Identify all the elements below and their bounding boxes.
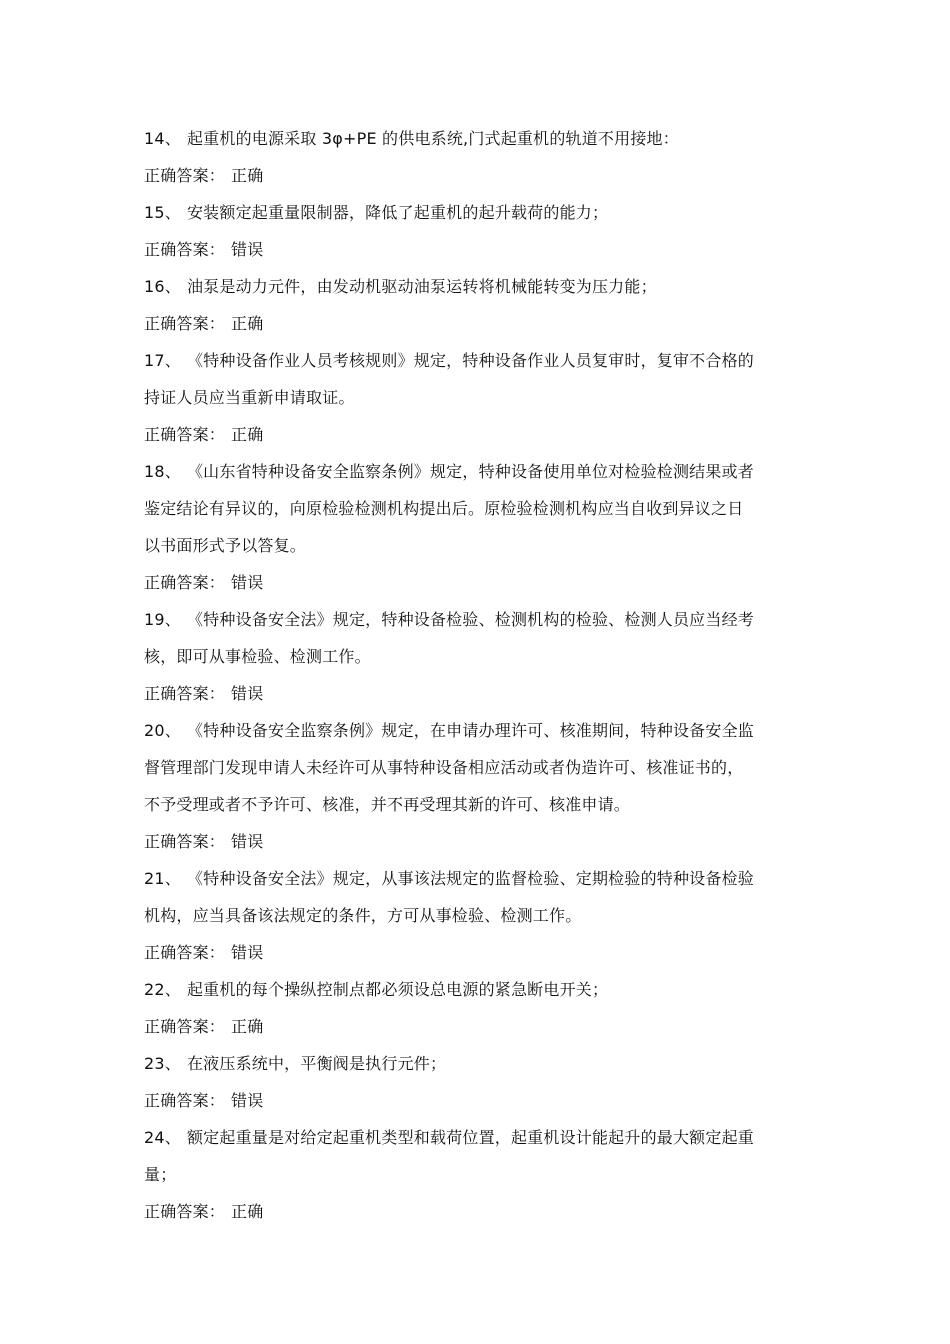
answer-line (144, 1008, 812, 1045)
question-line (144, 712, 812, 749)
question-number: 18、 (144, 462, 181, 481)
answer-line (144, 231, 812, 268)
answer-value: 正确 (231, 1202, 264, 1221)
question-text: 机构，应当具备该法规定的条件，方可从事检验、检测工作。 (144, 906, 582, 925)
question-number: 23、 (144, 1054, 181, 1073)
question-line (144, 1119, 812, 1156)
answer-value: 错误 (231, 1091, 264, 1110)
answer-label: 正确答案： (144, 314, 226, 333)
answer-line (144, 416, 812, 453)
answer-value: 错误 (231, 573, 264, 592)
question-line (144, 268, 812, 305)
answer-line (144, 934, 812, 971)
question-item (144, 342, 812, 453)
question-continuation-line (144, 749, 812, 786)
question-text: 量； (144, 1165, 177, 1184)
answer-line (144, 1082, 812, 1119)
question-line (144, 120, 812, 157)
question-text: 额定起重量是对给定起重机类型和载荷位置，起重机设计能起升的最大额定起重 (186, 1128, 754, 1147)
question-text: 《特种设备作业人员考核规则》规定，特种设备作业人员复审时，复审不合格的 (186, 351, 754, 370)
question-item (144, 120, 812, 194)
question-number: 22、 (144, 980, 181, 999)
question-continuation-line (144, 1156, 812, 1193)
question-item (144, 268, 812, 342)
question-number: 14、 (144, 129, 181, 148)
question-text: 油泵是动力元件，由发动机驱动油泵运转将机械能转变为压力能； (186, 277, 657, 296)
question-number: 15、 (144, 203, 181, 222)
answer-line (144, 305, 812, 342)
question-text: 持证人员应当重新申请取证。 (144, 388, 355, 407)
answer-label: 正确答案： (144, 240, 226, 259)
answer-label: 正确答案： (144, 832, 226, 851)
question-item (144, 860, 812, 971)
answer-line (144, 564, 812, 601)
answer-line (144, 675, 812, 712)
question-text: 安装额定起重量限制器，降低了起重机的起升载荷的能力； (186, 203, 609, 222)
question-item (144, 453, 812, 601)
question-continuation-line (144, 638, 812, 675)
question-number: 20、 (144, 721, 181, 740)
question-item (144, 194, 812, 268)
question-line (144, 1045, 812, 1082)
question-text: 《特种设备安全法》规定，从事该法规定的监督检验、定期检验的特种设备检验 (186, 869, 754, 888)
question-text: 《特种设备安全法》规定，特种设备检验、检测机构的检验、检测人员应当经考 (186, 610, 754, 629)
question-text: 以书面形式予以答复。 (144, 536, 307, 555)
question-number: 19、 (144, 610, 181, 629)
question-text: 《特种设备安全监察条例》规定，在申请办理许可、核准期间，特种设备安全监 (186, 721, 754, 740)
answer-label: 正确答案： (144, 425, 226, 444)
answer-value: 错误 (231, 684, 264, 703)
answer-value: 错误 (231, 240, 264, 259)
answer-value: 正确 (231, 166, 264, 185)
answer-label: 正确答案： (144, 166, 226, 185)
question-item (144, 1045, 812, 1119)
answer-value: 正确 (231, 1017, 264, 1036)
answer-label: 正确答案： (144, 573, 226, 592)
answer-label: 正确答案： (144, 1017, 226, 1036)
question-line (144, 194, 812, 231)
question-line (144, 860, 812, 897)
question-item (144, 712, 812, 860)
answer-label: 正确答案： (144, 943, 226, 962)
question-line (144, 971, 812, 1008)
question-item (144, 971, 812, 1045)
question-continuation-line (144, 897, 812, 934)
answer-line (144, 157, 812, 194)
question-text: 《山东省特种设备安全监察条例》规定，特种设备使用单位对检验检测结果或者 (186, 462, 754, 481)
answer-value: 正确 (231, 425, 264, 444)
answer-label: 正确答案： (144, 1202, 226, 1221)
question-text: 核，即可从事检验、检测工作。 (144, 647, 371, 666)
question-number: 24、 (144, 1128, 181, 1147)
question-number: 21、 (144, 869, 181, 888)
question-line (144, 342, 812, 379)
question-continuation-line (144, 490, 812, 527)
answer-label: 正确答案： (144, 1091, 226, 1110)
answer-line (144, 823, 812, 860)
question-number: 17、 (144, 351, 181, 370)
question-text: 起重机的电源采取 3φ+PE 的供电系统,门式起重机的轨道不用接地： (186, 129, 679, 148)
question-text: 鉴定结论有异议的，向原检验检测机构提出后。原检验检测机构应当自收到异议之日 (144, 499, 744, 518)
question-continuation-line (144, 527, 812, 564)
answer-line (144, 1193, 812, 1230)
question-text: 不予受理或者不予许可、核准，并不再受理其新的许可、核准申请。 (144, 795, 631, 814)
question-continuation-line (144, 379, 812, 416)
question-item (144, 1119, 812, 1230)
answer-value: 错误 (231, 943, 264, 962)
question-number: 16、 (144, 277, 181, 296)
question-text: 起重机的每个操纵控制点都必须设总电源的紧急断电开关； (186, 980, 609, 999)
question-list (144, 120, 812, 1230)
question-line (144, 453, 812, 490)
answer-value: 错误 (231, 832, 264, 851)
answer-value: 正确 (231, 314, 264, 333)
question-continuation-line (144, 786, 812, 823)
answer-label: 正确答案： (144, 684, 226, 703)
question-line (144, 601, 812, 638)
question-item (144, 601, 812, 712)
question-text: 在液压系统中，平衡阀是执行元件； (186, 1054, 447, 1073)
question-text: 督管理部门发现申请人未经许可从事特种设备相应活动或者伪造许可、核准证书的， (144, 758, 744, 777)
